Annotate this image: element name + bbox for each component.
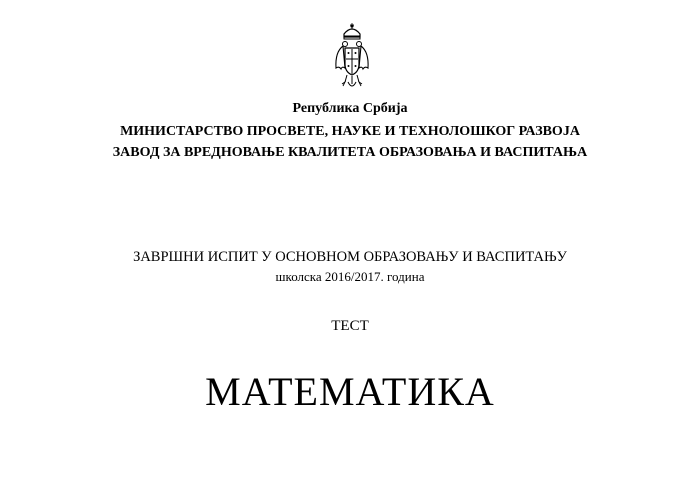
republic-name: Република Србија: [292, 101, 408, 116]
test-label: ТЕСТ: [331, 318, 369, 334]
coat-of-arms-icon: [333, 22, 371, 92]
school-year: школска 2016/2017. година: [275, 269, 425, 284]
exam-title: ЗАВРШНИ ИСПИТ У ОСНОВНОМ ОБРАЗОВАЊУ И ВАСПИТАЊУ: [133, 249, 567, 265]
subject-title: МАТЕМАТИКА: [205, 369, 495, 414]
institute-name: ЗАВОД ЗА ВРЕДНОВАЊЕ КВАЛИТЕТА ОБРАЗОВАЊА И ВАСПИТАЊА: [112, 145, 588, 160]
ministry-name: МИНИСТАРСТВО ПРОСВЕТЕ, НАУКЕ И ТЕХНОЛОШКОГ РАЗВОЈА: [120, 124, 580, 139]
